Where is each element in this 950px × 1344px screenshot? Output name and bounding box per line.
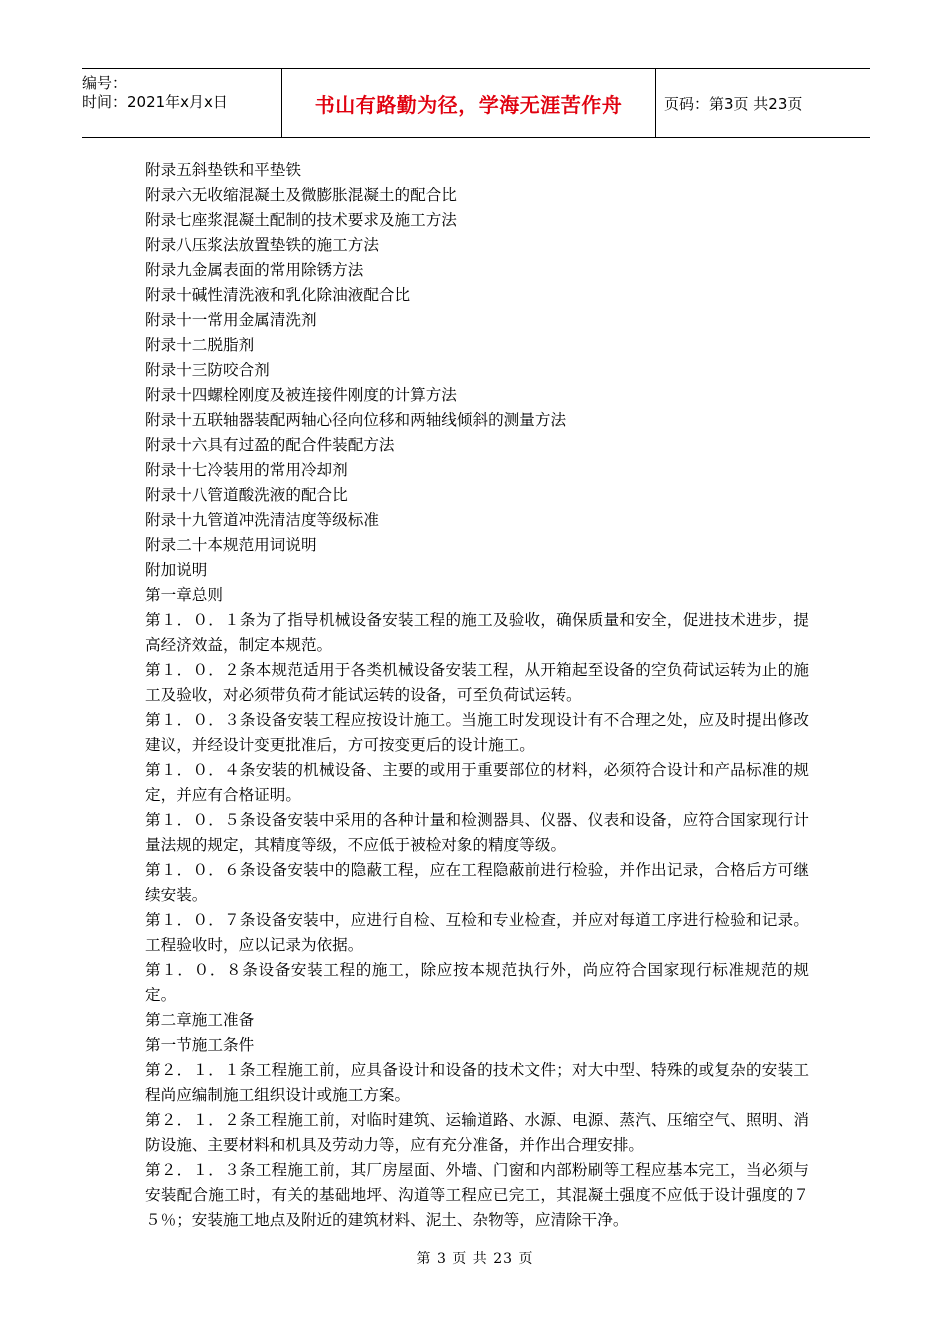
appendix-item: 附录十九管道冲洗清洁度等级标准 (145, 511, 379, 529)
article-paragraph: 第１．０．５条设备安装中采用的各种计量和检测器具、仪器、仪表和设备，应符合国家现行计量法规的规定，其精度等级，不应低于被检对象的精度等级。 (145, 811, 809, 854)
appendix-item: 附录九金属表面的常用除锈方法 (145, 261, 364, 279)
appendix-item: 附录十八管道酸洗液的配合比 (145, 486, 348, 504)
appendix-item: 附录六无收缩混凝土及微膨胀混凝土的配合比 (145, 186, 457, 204)
appendix-item: 附录十一常用金属清洗剂 (145, 311, 317, 329)
chapter-title: 第二章施工准备 (145, 1011, 255, 1029)
page-header (82, 68, 870, 138)
appendix-item: 附录五斜垫铁和平垫铁 (145, 161, 301, 179)
header-page-number: 页码：第3页 共23页 (664, 94, 803, 113)
article-paragraph: 第２．１．２条工程施工前，对临时建筑、运输道路、水源、电源、蒸汽、压缩空气、照明、消防设施、主要材料和机具及劳动力等，应有充分准备，并作出合理安排。 (145, 1111, 809, 1154)
appendix-item: 附录十六具有过盈的配合件装配方法 (145, 436, 395, 454)
section1-articles (145, 1058, 809, 1233)
appendix-item: 附录八压浆法放置垫铁的施工方法 (145, 236, 379, 254)
article-paragraph: 第１．０．８条设备安装工程的施工，除应按本规范执行外，尚应符合国家现行标准规范的规定。 (145, 961, 809, 1004)
article-paragraph: 第１．０．１条为了指导机械设备安装工程的施工及验收，确保质量和安全，促进技术进步，提高经济效益，制定本规范。 (145, 611, 809, 654)
document-body (145, 158, 809, 1233)
appendix-item: 附录二十本规范用词说明 (145, 536, 317, 554)
appendix-list (145, 158, 809, 583)
article-paragraph: 第１．０．２条本规范适用于各类机械设备安装工程，从开箱起至设备的空负荷试运转为止的施工及验收，对必须带负荷才能试运转的设备，可至负荷试运转。 (145, 661, 809, 704)
page-footer: 第 3 页 共 23 页 (416, 1251, 534, 1267)
appendix-item: 附录七座浆混凝土配制的技术要求及施工方法 (145, 211, 457, 229)
chapter-title: 第一章总则 (145, 586, 223, 604)
article-paragraph: 第１．０．３条设备安装工程应按设计施工。当施工时发现设计有不合理之处，应及时提出修改建议，并经设计变更批准后，方可按变更后的设计施工。 (145, 711, 809, 754)
appendix-item: 附录十七冷装用的常用冷却剂 (145, 461, 348, 479)
appendix-item: 附录十二脱脂剂 (145, 336, 255, 354)
header-meta (82, 69, 282, 137)
article-paragraph: 第１．０．４条安装的机械设备、主要的或用于重要部位的材料，必须符合设计和产品标准的规定，并应有合格证明。 (145, 761, 809, 804)
article-paragraph: 第２．１．１条工程施工前，应具备设计和设备的技术文件；对大中型、特殊的或复杂的安装工程尚应编制施工组织设计或施工方案。 (145, 1061, 809, 1104)
appendix-item: 附录十碱性清洗液和乳化除油液配合比 (145, 286, 411, 304)
appendix-item: 附录十四螺栓刚度及被连接件刚度的计算方法 (145, 386, 457, 404)
header-motto: 书山有路勤为径，学海无涯苦作舟 (282, 69, 656, 137)
appendix-item: 附加说明 (145, 561, 208, 579)
appendix-item: 附录十五联轴器装配两轴心径向位移和两轴线倾斜的测量方法 (145, 411, 567, 429)
section-title: 第一节施工条件 (145, 1036, 255, 1054)
article-paragraph: 第２．１．３条工程施工前，其厂房屋面、外墙、门窗和内部粉刷等工程应基本完工，当必须与安装配合施工时，有关的基础地坪、沟道等工程应已完工，其混凝土强度不应低于设计强度的７５％；安装施工地点及附近的建筑材料、泥土、杂物等，应清除干净。 (145, 1161, 809, 1229)
article-paragraph: 第１．０．６条设备安装中的隐蔽工程，应在工程隐蔽前进行检验，并作出记录，合格后方可继续安装。 (145, 861, 809, 904)
number-label: 编号： (82, 74, 128, 92)
article-paragraph: 第１．０．７条设备安装中，应进行自检、互检和专业检查，并应对每道工序进行检验和记录。工程验收时，应以记录为依据。 (145, 911, 809, 954)
time-label: 时间：2021年x月x日 (82, 93, 228, 111)
appendix-item: 附录十三防咬合剂 (145, 361, 270, 379)
chapter1-articles (145, 608, 809, 1008)
